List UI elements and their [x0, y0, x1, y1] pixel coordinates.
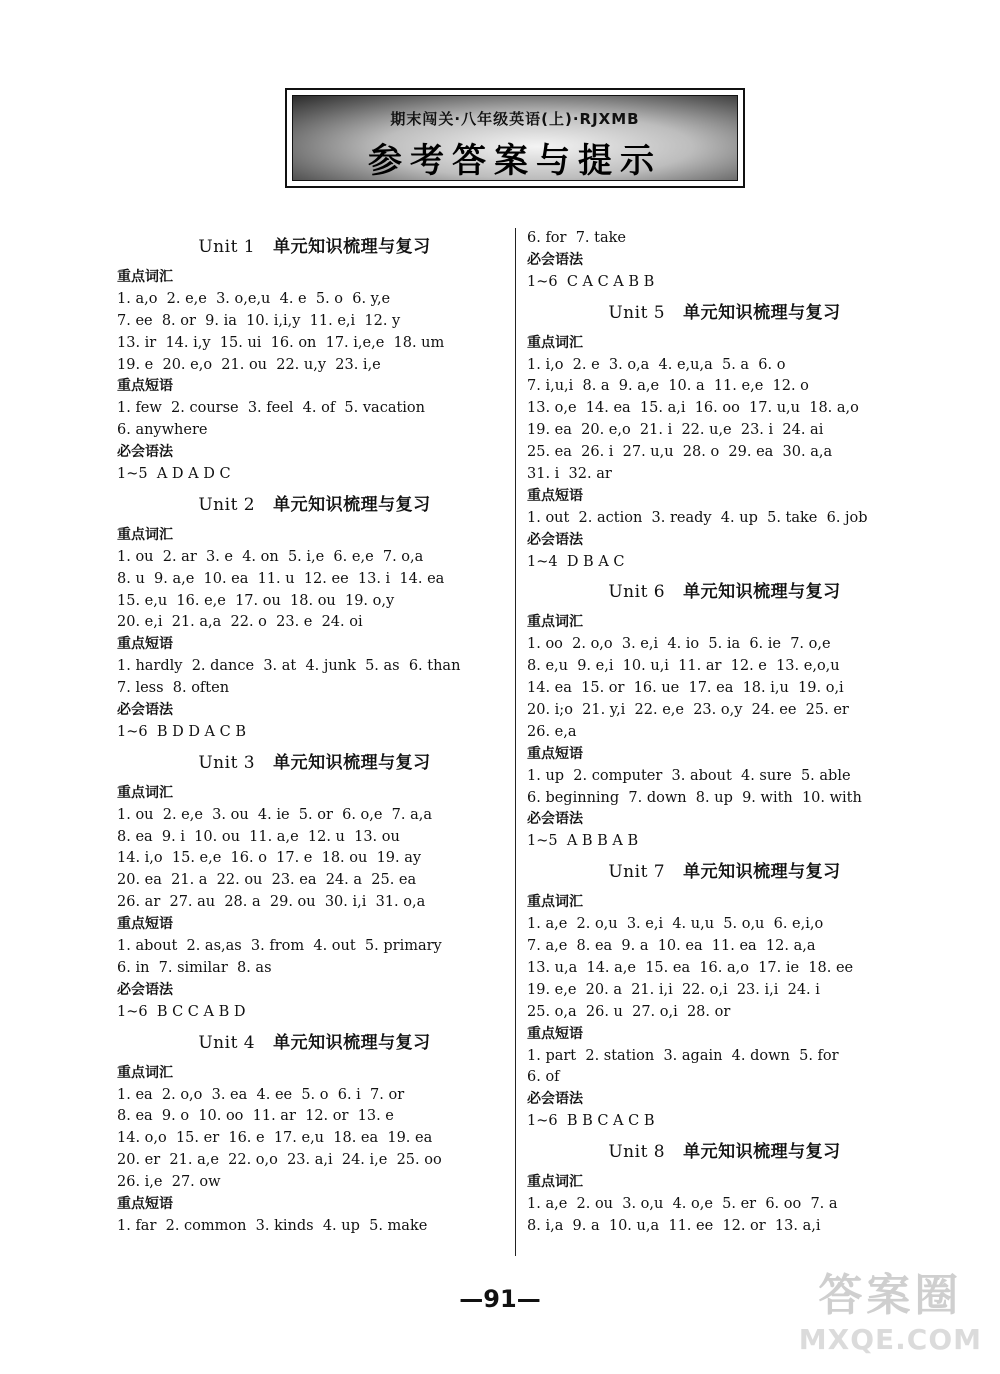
unit-heading	[117, 1032, 512, 1054]
answer-line: 13. u,a 14. a,e 15. ea 16. a,o 17. ie 18. ee	[527, 959, 854, 976]
answer-line: 1. ea 2. o,o 3. ea 4. ee 5. o 6. i 7. or	[117, 1086, 405, 1103]
answer-line: 1. out 2. action 3. ready 4. up 5. take 6. job	[527, 509, 868, 526]
section-label: 重点短语	[117, 378, 173, 395]
answer-line: 1. a,e 2. o,u 3. e,i 4. u,u 5. o,u 6. e,i,o	[527, 916, 824, 933]
section-label: 重点短语	[117, 916, 173, 933]
answer-line: 1. ou 2. ar 3. e 4. on 5. i,e 6. e,e 7. o,a	[117, 548, 424, 565]
banner-title: 参考答案与提示	[368, 141, 662, 181]
answer-line: 14. ea 15. or 16. ue 17. ea 18. i,u 19. o,i	[527, 680, 844, 697]
answer-line: 1. a,e 2. ou 3. o,u 4. o,e 5. er 6. oo 7. a	[527, 1195, 838, 1212]
answer-line: 8. ea 9. o 10. oo 11. ar 12. or 13. e	[117, 1108, 394, 1125]
answer-line: 7. a,e 8. ea 9. a 10. ea 11. ea 12. a,a	[527, 938, 816, 955]
answer-line: 1. i,o 2. e 3. o,a 4. e,u,a 5. a 6. o	[527, 356, 786, 373]
answer-line: 19. e,e 20. a 21. i,i 22. o,i 23. i,i 24. i	[527, 981, 820, 998]
section-label: 重点短语	[527, 1025, 583, 1042]
answer-line: 20. i;o 21. y,i 22. e,e 23. o,y 24. ee 25. er	[527, 702, 849, 719]
unit-number: Unit 8	[608, 1142, 666, 1163]
unit-heading	[527, 861, 922, 883]
section-label: 必会语法	[117, 702, 173, 719]
section-label: 重点词汇	[117, 784, 173, 801]
section-label: 必会语法	[527, 811, 583, 828]
answer-line: 13. o,e 14. ea 15. a,i 16. oo 17. u,u 18. a,o	[527, 400, 859, 417]
answer-line: 6. beginning 7. down 8. up 9. with 10. with	[527, 789, 862, 806]
section-label: 重点词汇	[527, 614, 583, 631]
answer-line: 14. i,o 15. e,e 16. o 17. e 18. ou 19. ay	[117, 850, 422, 867]
answer-line: 26. e,a	[527, 723, 577, 740]
section-label: 必会语法	[527, 251, 583, 268]
answer-line: 15. e,u 16. e,e 17. ou 18. ou 19. o,y	[117, 592, 395, 609]
answer-line: 8. e,u 9. e,i 10. u,i 11. ar 12. e 13. e,o,u	[527, 658, 840, 675]
section-label: 重点短语	[527, 745, 583, 762]
unit-number: Unit 6	[608, 582, 666, 603]
answer-line: 13. ir 14. i,y 15. ui 16. on 17. i,e,e 18. um	[117, 334, 445, 351]
unit-heading	[117, 752, 512, 774]
answer-line: 26. i,e 27. ow	[117, 1174, 221, 1191]
answer-line: 1~5 A D A D C	[117, 466, 231, 483]
answer-line: 20. er 21. a,e 22. o,o 23. a,i 24. i,e 25. oo	[117, 1152, 442, 1169]
unit-number: Unit 4	[198, 1032, 256, 1053]
unit-section-title: 单元知识梳理与复习	[683, 1142, 841, 1163]
answer-line: 19. e 20. e,o 21. ou 22. u,y 23. i,e	[117, 356, 381, 373]
answer-line: 19. ea 20. e,o 21. i 22. u,e 23. i 24. ai	[527, 422, 824, 439]
answer-line: 1~6 B C C A B D	[117, 1003, 246, 1020]
answer-line: 7. ee 8. or 9. ia 10. i,i,y 11. e,i 12. y	[117, 312, 401, 329]
answer-line: 8. ea 9. i 10. ou 11. a,e 12. u 13. ou	[117, 828, 400, 845]
section-label: 重点词汇	[527, 894, 583, 911]
unit-number: Unit 1	[198, 237, 256, 257]
unit-heading	[527, 302, 922, 324]
unit-section-title: 单元知识梳理与复习	[273, 237, 431, 257]
unit-number: Unit 2	[198, 494, 256, 515]
answer-line: 31. i 32. ar	[527, 466, 612, 483]
answer-line: 20. e,i 21. a,a 22. o 23. e 24. oi	[117, 614, 363, 631]
answer-line: 1. up 2. computer 3. about 4. sure 5. able	[527, 767, 851, 784]
section-label: 必会语法	[527, 1091, 583, 1108]
answer-line: 25. o,a 26. u 27. o,i 28. or	[527, 1003, 731, 1020]
answer-line: 1. a,o 2. e,e 3. o,e,u 4. e 5. o 6. y,e	[117, 290, 391, 307]
answer-line: 6. of	[527, 1069, 560, 1086]
section-label: 必会语法	[527, 531, 583, 548]
answer-line: 6. in 7. similar 8. as	[117, 959, 272, 976]
answer-line: 8. i,a 9. a 10. u,a 11. ee 12. or 13. a,i	[527, 1217, 821, 1234]
unit-number: Unit 7	[608, 862, 666, 883]
unit-section-title: 单元知识梳理与复习	[273, 752, 431, 773]
left-answer-column	[117, 228, 512, 1238]
section-label: 重点词汇	[117, 526, 173, 543]
banner-subtitle: 期末闯关·八年级英语(上)·RJXMB	[390, 110, 640, 128]
answer-line: 1~6 C A C A B B	[527, 273, 655, 290]
answer-line: 1. hardly 2. dance 3. at 4. junk 5. as 6. than	[117, 658, 461, 675]
answer-line: 1~5 A B B A B	[527, 833, 639, 850]
answer-line: 8. u 9. a,e 10. ea 11. u 12. ee 13. i 14. ea	[117, 570, 445, 587]
answer-line: 1. far 2. common 3. kinds 4. up 5. make	[117, 1217, 428, 1234]
unit-number: Unit 3	[198, 752, 256, 773]
answer-line: 20. ea 21. a 22. ou 23. ea 24. a 25. ea	[117, 872, 417, 889]
unit-section-title: 单元知识梳理与复习	[683, 862, 841, 883]
column-divider	[515, 228, 516, 1256]
unit-heading	[527, 581, 922, 603]
answer-line: 7. less 8. often	[117, 680, 230, 697]
right-answer-column	[527, 228, 922, 1238]
unit-heading	[117, 236, 512, 258]
answer-line: 1. few 2. course 3. feel 4. of 5. vacation	[117, 400, 425, 417]
watermark-url: MXQE.COM	[798, 1323, 982, 1356]
section-label: 重点词汇	[117, 269, 173, 285]
section-label: 必会语法	[117, 444, 173, 461]
section-label: 重点词汇	[527, 1174, 583, 1191]
answer-line: 25. ea 26. i 27. u,u 28. o 29. ea 30. a,a	[527, 444, 833, 461]
unit-heading	[527, 1141, 922, 1163]
answer-line: 1. ou 2. e,e 3. ou 4. ie 5. or 6. o,e 7. a,a	[117, 806, 433, 823]
answer-line: 6. anywhere	[117, 422, 208, 439]
section-label: 必会语法	[117, 981, 173, 998]
unit-section-title: 单元知识梳理与复习	[683, 302, 841, 323]
answer-line: 26. ar 27. au 28. a 29. ou 30. i,i 31. o,a	[117, 894, 426, 911]
unit-section-title: 单元知识梳理与复习	[273, 494, 431, 515]
answer-line: 1~4 D B A C	[527, 553, 625, 570]
answer-line: 1~6 B B C A C B	[527, 1113, 655, 1130]
unit-section-title: 单元知识梳理与复习	[273, 1032, 431, 1053]
watermark	[799, 1259, 982, 1356]
section-label: 重点词汇	[117, 1064, 173, 1081]
title-banner-inner	[292, 95, 738, 181]
answer-line: 14. o,o 15. er 16. e 17. e,u 18. ea 19. ea	[117, 1130, 433, 1147]
answer-line: 1~6 B D D A C B	[117, 723, 246, 740]
title-banner	[285, 88, 745, 188]
section-label: 重点词汇	[527, 334, 583, 351]
answer-line: 1. oo 2. o,o 3. e,i 4. io 5. ia 6. ie 7. o,e	[527, 636, 831, 653]
answer-line: 6. for 7. take	[527, 230, 626, 246]
section-label: 重点短语	[117, 636, 173, 653]
unit-heading	[117, 494, 512, 516]
watermark-logo: 答案圈	[818, 1270, 963, 1321]
answer-line: 7. i,u,i 8. a 9. a,e 10. a 11. e,e 12. o	[527, 378, 809, 395]
answer-line: 1. about 2. as,as 3. from 4. out 5. primary	[117, 938, 442, 955]
section-label: 重点短语	[527, 487, 583, 504]
unit-number: Unit 5	[608, 302, 666, 323]
unit-section-title: 单元知识梳理与复习	[683, 582, 841, 603]
page-number: —91—	[459, 1285, 541, 1313]
answer-line: 1. part 2. station 3. again 4. down 5. for	[527, 1047, 839, 1064]
section-label: 重点短语	[117, 1195, 173, 1212]
